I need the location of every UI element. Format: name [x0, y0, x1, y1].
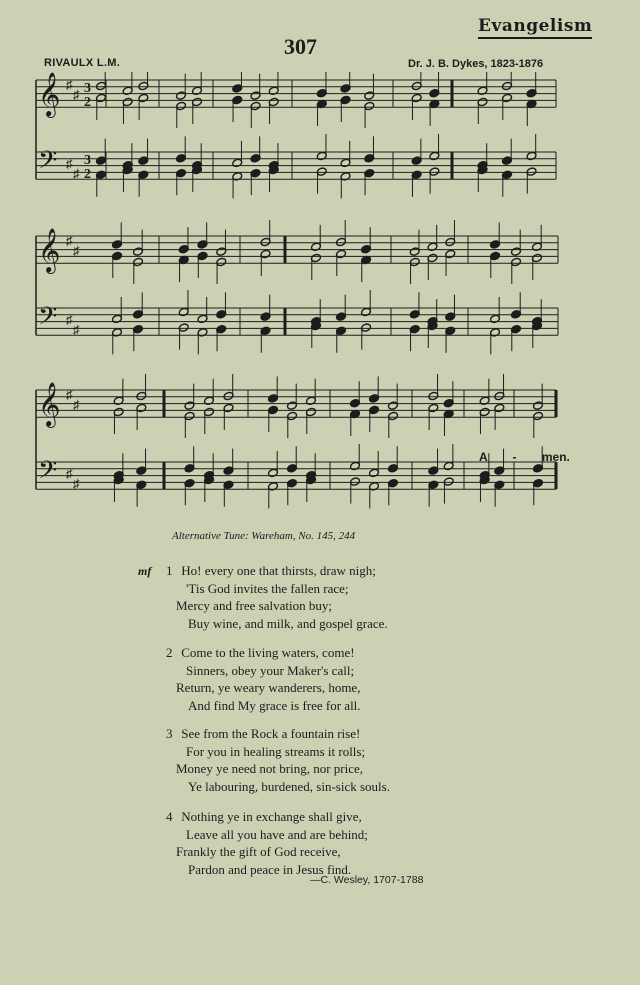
verse-line: Frankly the gift of God receive,	[176, 844, 341, 859]
sharp-sign: ♯	[73, 243, 80, 258]
verse-line: Ye labouring, burdened, sin-sick souls.	[188, 778, 390, 794]
verse-number: 4	[166, 809, 173, 824]
verse-line: See from the Rock a fountain rise!	[181, 726, 361, 741]
time-signature: 2	[84, 95, 91, 110]
verse-number: 3	[166, 726, 173, 741]
sharp-sign: ♯	[66, 77, 73, 92]
verse-line: Buy wine, and milk, and gospel grace.	[188, 615, 388, 631]
sharp-sign: ♯	[66, 312, 73, 327]
sharp-sign: ♯	[66, 156, 73, 171]
sharp-sign: ♯	[66, 466, 73, 481]
time-signature: 3	[84, 81, 91, 96]
sharp-sign: ♯	[73, 476, 80, 491]
verse-line: And find My grace is free for all.	[188, 697, 361, 713]
treble-clef: 𝄞	[38, 382, 61, 426]
sharp-sign: ♯	[73, 397, 80, 412]
verse-line: Leave all you have and are behind;	[186, 826, 368, 842]
verse-number: 2	[166, 645, 173, 660]
treble-clef: 𝄞	[38, 72, 61, 116]
treble-clef: 𝄞	[38, 228, 61, 272]
verse-3	[166, 725, 390, 795]
bass-clef: 𝄢	[38, 456, 58, 491]
sharp-sign: ♯	[66, 387, 73, 402]
section-title: Evangelism	[478, 16, 592, 39]
hymn-number: 307	[284, 34, 317, 59]
verse-line: For you in healing streams it rolls;	[186, 743, 366, 759]
composer-credit: Dr. J. B. Dykes, 1823-1876	[408, 58, 544, 70]
verse-line: 'Tis God invites the fallen race;	[186, 580, 349, 596]
verse-4	[166, 808, 368, 878]
sharp-sign: ♯	[73, 322, 80, 337]
verse-number: 1	[166, 563, 173, 578]
verse-1	[166, 562, 388, 632]
verse-line: Return, ye weary wanderers, home,	[176, 680, 361, 695]
sharp-sign: ♯	[73, 166, 80, 181]
bass-clef: 𝄢	[38, 146, 58, 181]
bass-clef: 𝄢	[38, 302, 58, 337]
sharp-sign: ♯	[73, 87, 80, 102]
alternative-tune: Alternative Tune: Wareham, No. 145, 244	[172, 530, 356, 542]
author-credit: —C. Wesley, 1707-1788	[310, 874, 424, 886]
verse-line: Nothing ye in exchange shall give,	[181, 809, 362, 824]
verse-line: Pardon and peace in Jesus find.	[188, 861, 352, 877]
time-signature: 2	[84, 167, 91, 182]
verse-line: Sinners, obey your Maker's call;	[186, 662, 355, 678]
verse-line: Mercy and free salvation buy;	[176, 598, 332, 613]
verse-2	[166, 644, 361, 714]
sharp-sign: ♯	[66, 233, 73, 248]
verse-line: Ho! every one that thirsts, draw nigh;	[181, 563, 376, 578]
tune-name: RIVAULX L.M.	[44, 57, 121, 69]
amen-lyric: A - men.	[479, 450, 570, 464]
verse-line: Come to the living waters, come!	[181, 645, 355, 660]
time-signature: 3	[84, 153, 91, 168]
dynamic-marking: mf	[138, 564, 152, 578]
verse-line: Money ye need not bring, nor price,	[176, 761, 364, 776]
